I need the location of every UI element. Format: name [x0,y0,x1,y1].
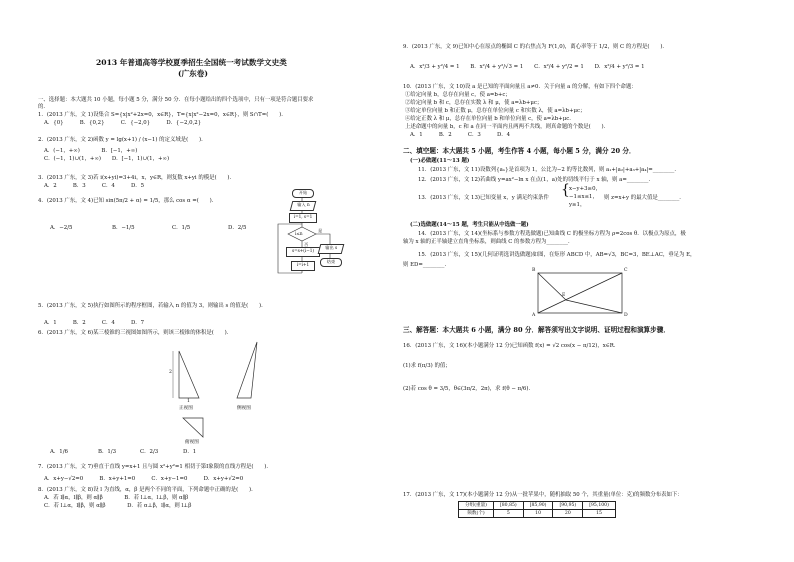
flowchart-figure [270,186,360,292]
rectangle-drawing [530,268,630,320]
question-3: 3．(2013 广东，文 3)若 i(x+yi)=3+4i，x，y∈R，则复数 x+yi 的模是( )． [38,175,235,181]
section-solve-heading: 三、解答题：本大题共 6 小题，满分 80 分．解答须写出文字说明、证明过程和演算步骤． [403,326,670,334]
table-cell: 20 [553,510,583,518]
rect-label-b: B [532,268,536,273]
question-10-item-1: ①给定向量 b，总存在向量 c，使 a=b+c； [405,92,511,98]
question-4-option-b: B．−1/5 [112,225,135,231]
question-8-options-ab: A．若 l∥α，l∥β，则 α∥β B．若 l⊥α，l⊥β，则 α∥β [44,495,189,501]
subsection-optional: (二)选做题(14～15 题，考生只能从中选做一题) [410,222,529,228]
table-cell: [90,95) [553,502,583,510]
rect-label-e: E [562,293,566,298]
question-12: 12．(2013 广东，文 12)若曲线 y=ax²−ln x 在点(1，a)处的切线平行于 x 轴，则 a=________． [418,177,654,183]
table-cell: 15 [583,510,616,518]
question-13: 13．(2013 广东，文 13)已知变量 x，y 满足约束条件 [418,195,549,201]
paper-subtitle: (广东卷) [178,69,208,78]
question-4-option-a: A．−2/5 [50,225,73,231]
three-views-figure [165,336,285,448]
flowchart-end: 结束 [320,258,342,267]
table-header-frequency: 频数(个) [459,510,494,518]
question-13-constraint-3: y≥1， [569,202,586,208]
question-14: 14．(2013 广东，文 14)(坐标系与参数方程选做题)已知曲线 C 的极坐标方程为 ρ=2cos θ．以极点为原点，极 [418,231,686,237]
question-13-brace: { [561,182,570,198]
question-2-options-ab: A．(−1，+∞) B．[−1，+∞) [44,148,138,154]
three-views-dim-height: 2 [169,370,172,375]
question-15: 15．(2013 广东，文 15)(几何证明选讲选做题)如图，在矩形 ABCD 中，AB=√3，BC=3，BE⊥AC，垂足为 E， [418,252,696,258]
question-13-constraint-2: −1≤x≤1， [569,194,598,200]
flowchart-assign: s=s+(i−1) [286,247,320,257]
question-13-tail: 则 z=x+y 的最大值是________． [604,195,685,201]
table-row [459,502,616,510]
table-cell: 5 [493,510,523,518]
flowchart-init: i=1, s=1 [289,213,317,223]
question-16: 16．(2013 广东，文 16)(本小题满分 12 分)已知函数 f(x) = √2 cos(x − π/12)，x∈R． [403,343,620,349]
question-5-options: A．1 B．2 C．4 D．7 [44,320,145,326]
rect-label-d: D [624,313,628,318]
flowchart-output-label: 输出 s [325,245,338,250]
question-6-option-b: B．1/3 [98,449,117,455]
question-10: 10．(2013 广东，文 10)设 a 是已知的平面向量且 a≠0．关于向量 a 的分解，有如下四个命题： [403,84,637,90]
flowchart-input-label: 输入 n [297,202,310,207]
table-cell: [80,85) [493,502,523,510]
question-11: 11．(2013 广东，文 11)设数列{aₙ}是首项为 1，公比为−2 的等比数列，则 a₁+|a₂|+a₃+|a₄|=________． [418,167,680,173]
question-4-option-c: C．1/5 [172,225,191,231]
flowchart-output [318,244,345,254]
section-fill-heading: 二、填空题：本大题共 5 小题，考生作答 4 小题，每小题 5 分，满分 20 分． [403,147,636,155]
question-10-options: A．1 B．2 C．3 D．4 [410,132,511,138]
question-2-options-cd: C．(−1，1)∪(1，+∞) D．[−1，1)∪(1，+∞) [44,156,170,162]
table-cell: 10 [523,510,553,518]
question-1: 1．(2013 广东，文 1)设集合 S={x|x²+2x=0，x∈R}，T={x|x²−2x=0，x∈R}，则 S∩T=( )． [38,112,287,118]
question-6: 6．(2013 广东，文 6)某三棱锥的三视图如图所示，则该三棱锥的体积是( )． [38,330,233,336]
three-views-drawing [165,336,285,448]
flowchart-yes: 是 [318,228,323,233]
question-17: 17．(2013 广东，文 17)(本小题满分 12 分)从一批苹果中，随机抽取 50 个，其重量(单位：克)的频数分布表如下： [403,492,683,498]
question-4: 4．(2013 广东，文 4)已知 sin(5π/2 + α) = 1/5，那么 cos α =( )． [38,198,218,204]
top-view-label: 俯视图 [185,440,199,445]
question-13-constraint-1: x−y+3≥0， [569,186,601,192]
question-10-item-5: 上述命题中的向量 b，c 和 a 在同一平面内且两两不共线，则真命题的个数是( )． [405,124,610,130]
question-16-part-1: (1)求 f(π/3) 的值； [403,363,451,369]
question-1-options: A．{0} B．{0,2} C．{−2,0} D．{−2,0,2} [44,120,202,126]
side-view-label: 侧视图 [237,406,251,411]
three-views-dim-width: 1 [187,399,190,404]
question-6-option-a: A．1/6 [50,449,68,455]
question-4-option-d: D．2/5 [228,225,247,231]
question-8-options-cd: C．若 l⊥α，l∥β，则 α∥β D．若 α⊥β，l∥α，则 l⊥β [44,503,192,509]
flowchart-input [290,201,317,211]
question-9: 9．(2013 广东，文 9)已知中心在原点的椭圆 C 的右焦点为 F(1,0)，离心率等于 1/2，则 C 的方程是( )． [403,44,668,50]
rectangle-figure [530,268,630,320]
question-2: 2．(2013 广东，文 2)函数 y = lg(x+1) / (x−1) 的定义域是( )． [38,137,207,143]
flowchart-condition: i≤n [295,231,303,236]
flowchart-start: 开始 [292,189,314,198]
question-16-part-2: (2)若 cos θ = 3/5，θ∈(3π/2，2π)，求 f(θ − π/6)． [403,386,534,392]
subsection-required: (一)必做题(11～13 题) [410,158,470,164]
question-8: 8．(2013 广东，文 8)设 l 为直线，α，β 是两个不同的平面，下列命题中正确的是( )． [38,487,257,493]
table-cell: [85,90) [523,502,553,510]
section-choice-heading-cont: 的． [38,104,49,110]
table-row [459,510,616,518]
question-15-cont: 则 ED=________． [403,262,450,268]
question-7-options: A．x+y−√2=0 B．x+y+1=0 C．x+y−1=0 D．x+y+√2=0 [44,476,244,482]
question-9-options: A．x²/3 + y²/4 = 1 B．x²/4 + y²/√3 = 1 C．x²/4 + y²/2 = 1 D．x²/4 + y²/3 = 1 [410,64,645,70]
question-6-option-c: C．2/3 [140,449,159,455]
question-14-cont: 轴为 x 轴的正半轴建立直角坐标系，则曲线 C 的参数方程为________． [403,239,574,245]
table-cell: [95,100) [583,502,616,510]
paper-title: 2013 年普通高等学校夏季招生全国统一考试数学文史类 [96,58,287,67]
front-view-label: 正视图 [179,406,193,411]
question-10-item-2: ②给定向量 b 和 c，总存在实数 λ 和 μ，使 a=λb+μc； [405,100,543,106]
question-10-item-4: ④给定正数 λ 和 μ，总存在单位向量 b 和单位向量 c，使 a=λb+μc． [405,116,575,122]
rect-label-a: A [532,313,536,318]
table-header-group: 分组(重量) [459,502,494,510]
question-3-options: A．2 B．3 C．4 D．5 [44,183,145,189]
section-choice-heading: 一、选择题：本大题共 10 小题，每小题 5 分，满分 50 分．在每小题给出的四个选项中，只有一项是符合题目要求 [38,97,314,103]
frequency-table [458,501,616,518]
question-10-item-3: ③给定单位向量 b 和正数 μ，总存在单位向量 c 和实数 λ，使 a=λb+μc； [405,108,586,114]
question-7: 7．(2013 广东，文 7)垂直于直线 y=x+1 且与圆 x²+y²=1 相切于第Ⅰ象限的直线方程是( )． [38,464,272,470]
flowchart-no: 否 [304,242,309,247]
question-5: 5．(2013 广东，文 5)执行如图所示的程序框图，若输入 n 的值为 3，则输出 s 的值是( )． [38,303,267,309]
rect-label-c: C [624,268,628,273]
question-6-option-d: D．1 [183,449,197,455]
flowchart-increment: i=i+1 [291,261,315,271]
